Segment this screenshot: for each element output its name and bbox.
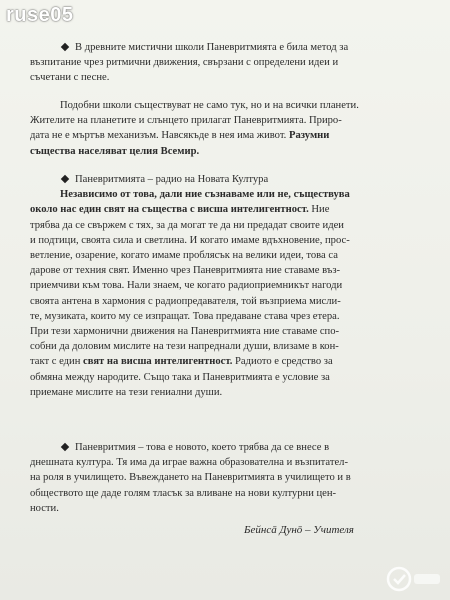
text-line: Подобни школи съществуват не само тук, но и на всички планети.	[60, 100, 359, 111]
text-line: те, музиката, които му се изпращат. Това предаване става чрез етера.	[30, 310, 340, 322]
bazar-logo-icon	[386, 566, 442, 592]
bullet-icon	[61, 443, 69, 451]
text-line: Независимо от това, дали ние съзнаваме или не, съществува	[60, 189, 350, 201]
text-line: обмяна между народите. Също така и Паневритмията е условие за	[30, 371, 330, 383]
paragraph-planets	[30, 98, 422, 159]
text-line: такт с един свят на висша интелигентност. Радиото е средство за	[30, 356, 333, 368]
text-line: дата не е мъртъв механизъм. Навсякъде в нея има живот. Разумни	[30, 130, 330, 142]
text-line: на роля в училището. Въвеждането на Паневритмията в училището и в	[30, 472, 351, 484]
text-line: Жителите на планетите и слънцето прилагат Паневритмията. Приро-	[30, 115, 342, 127]
text-line: трябва да се свържем с тях, за да могат те да ни предадат своите идеи	[30, 219, 344, 231]
signature: Бейнсā Дунō – Учителя	[244, 524, 354, 536]
text-line: около нас един свят на същества с висша интелигентност. Ние	[30, 204, 330, 216]
text-line: възпитание чрез ритмични движения, свързани с определени идеи и	[30, 57, 339, 69]
text-line: ности.	[30, 502, 59, 514]
paragraph-new-culture	[30, 440, 422, 516]
bullet-icon	[61, 43, 69, 51]
text-line: Паневритмия – това е новото, което трябва да се внесе в	[30, 440, 422, 455]
text-line: ветление, озарение, когато имаме проблясък на велики идеи, това са	[30, 250, 338, 262]
section-heading: Паневритмията – радио на Новата Култура	[30, 172, 422, 187]
paragraph-ancient-schools	[30, 40, 422, 86]
text-line: дарове от техния свят. Именно чрез Паневритмията ние ставаме въз-	[30, 265, 341, 277]
watermark-logo: ruse05	[6, 4, 74, 26]
bullet-icon	[61, 175, 69, 183]
text-line: същества населяват целия Всемир.	[30, 145, 200, 157]
text-line: своята антена в хармония с радиопредавателя, той възприема мисли-	[30, 295, 341, 307]
text-line: съчетани с песне.	[30, 72, 110, 84]
text-line: собни да доловим мислите на тези напреднали души, влизаме в кон-	[30, 341, 339, 353]
text-line: и подтици, своята сила и светлина. И когато имаме вдъхновение, прос-	[30, 234, 350, 246]
text-line: днешната култура. Тя има да играе важна образователна и възпитател-	[30, 457, 348, 469]
text-line: приемчиви към това. Нали знаем, че когато радиоприемникът нагоди	[30, 280, 343, 292]
text-line: приемане мислите на тези гениални души.	[30, 386, 223, 398]
text-line: В древните мистични школи Паневритмията е била метод за	[30, 40, 422, 55]
paragraph-radio	[30, 172, 422, 400]
text-line: При тези хармонични движения на Паневритмията ние ставаме спо-	[30, 326, 340, 338]
text-line: обществото ще даде голям тласък за вливане на нови културни цен-	[30, 487, 337, 499]
